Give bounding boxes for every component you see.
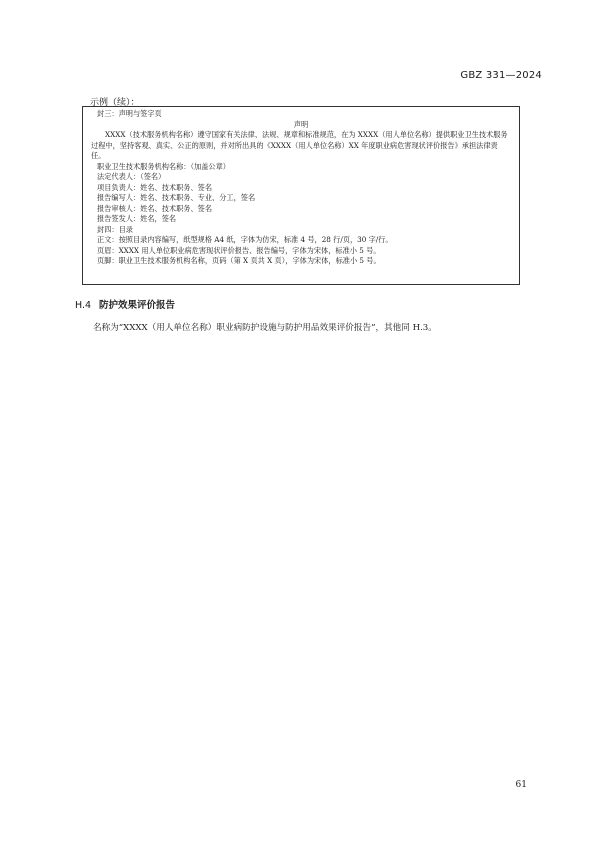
example-line-header-format: 页眉：XXXX 用人单位职业病危害现状评价报告、报告编号，字体为宋体，标准小 5 号。	[97, 245, 381, 255]
section-body: 名称为“XXXX（用人单位名称）职业病防护设施与防护用品效果评价报告”，其他同 H.3。	[93, 323, 437, 333]
example-line-legal-rep: 法定代表人：（签名）	[97, 172, 166, 181]
example-line-cover3: 封三：声明与签字页	[97, 109, 162, 118]
example-line-cover4: 封四：目录	[97, 224, 133, 234]
section-number: H.4	[75, 300, 92, 311]
section-title: 防护效果评价报告	[99, 300, 176, 311]
example-line-declaration-body: XXXX（技术服务机构名称）遵守国家有关法律、法规、规章和标准规范，在为 XXXX（用人单位名称）提供职业卫生技术服务过程中，坚持客观、真实、公正的原则，并对所出具的《XXXX（用人单位名称）XX 年度职业病危害现状评价报告》承担法律责任。	[91, 130, 508, 160]
example-line-body-format: 正文：按照目录内容编写，纸型规格 A4 纸，字体为仿宋，标准 4 号，28 行/页，30 字/行。	[97, 235, 393, 244]
example-line-report-issuer: 报告签发人：姓名，签名	[97, 214, 177, 223]
example-caption: 示例（续）：	[90, 98, 140, 108]
section-heading	[75, 297, 175, 311]
document-code: GBZ 331—2024	[460, 70, 542, 81]
page-number: 61	[515, 780, 527, 790]
example-line-declaration-title: 声明	[293, 119, 309, 129]
example-line-report-writer: 报告编写人：姓名、技术职务、专业、分工，签名	[97, 193, 256, 202]
example-line-report-reviewer: 报告审核人：姓名、技术职务、签名	[97, 203, 213, 213]
example-line-org-name: 职业卫生技术服务机构名称：（加盖公章）	[97, 161, 230, 171]
example-box	[82, 106, 520, 285]
example-line-footer-format: 页脚：职业卫生技术服务机构名称，页码（第 X 页共 X 页），字体为宋体，标准小 5 号。	[97, 256, 381, 265]
example-line-project-lead: 项目负责人：姓名、技术职务、签名	[97, 182, 213, 192]
